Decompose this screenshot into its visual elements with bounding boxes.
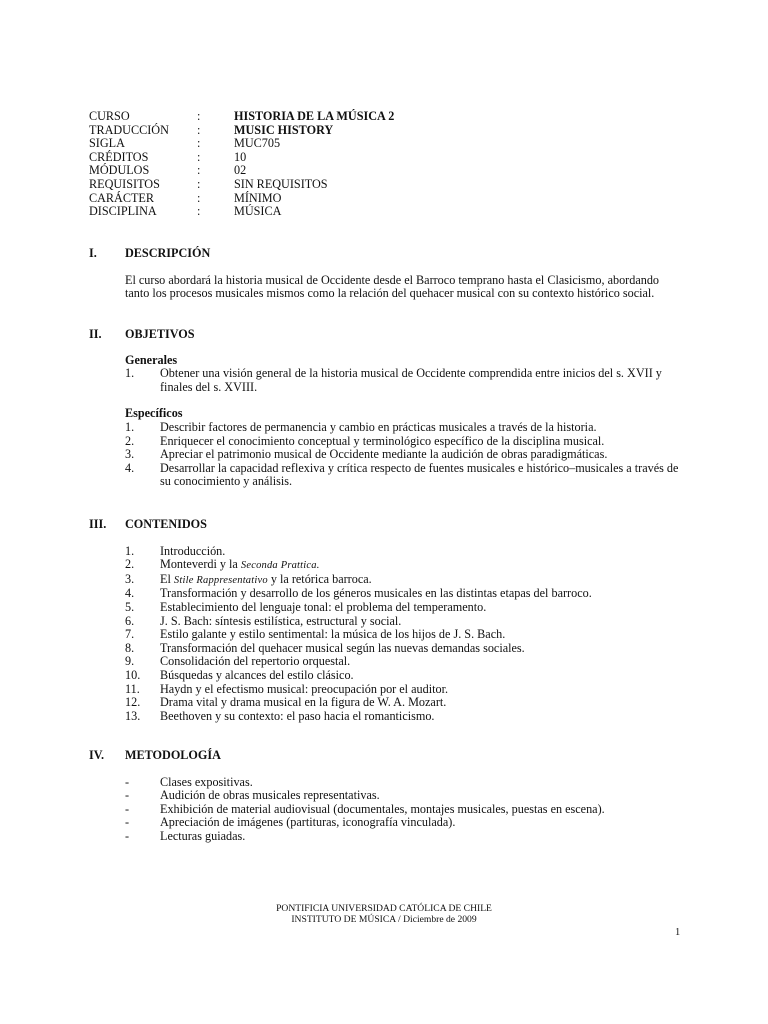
item-number: 7. xyxy=(125,627,135,642)
item-text-italic: Seconda Prattica. xyxy=(240,560,320,572)
footer-institution: PONTIFICIA UNIVERSIDAD CATÓLICA DE CHILE xyxy=(276,903,492,914)
list-item xyxy=(125,573,689,588)
info-colon: : xyxy=(197,204,201,219)
item-number: 4. xyxy=(125,586,135,601)
item-number: 3. xyxy=(125,571,135,586)
item-text: Lecturas guiadas. xyxy=(160,828,246,843)
item-text: Introducción. xyxy=(160,543,226,558)
info-row-traduccion xyxy=(89,124,394,138)
section-title: DESCRIPCIÓN xyxy=(125,246,211,260)
item-text-italic: Stile Rappresentativo xyxy=(173,574,268,586)
list-item xyxy=(125,421,689,435)
list-item xyxy=(125,830,689,844)
item-text: Transformación y desarrollo de los géneros musicales en las distintas etapas del barroco. xyxy=(160,586,592,601)
item-text: Exhibición de material audiovisual (documentales, montajes musicales, puestas en escena). xyxy=(160,801,605,816)
item-text: Audición de obras musicales representativas. xyxy=(160,788,380,803)
subheading-generales: Generales xyxy=(125,352,178,367)
item-text: Apreciar el patrimonio musical de Occidente mediante la audición de obras paradigmáticas. xyxy=(160,447,608,462)
item-text-pre: Monteverdi y la xyxy=(160,557,241,572)
info-label: CARÁCTER xyxy=(89,190,155,205)
info-colon: : xyxy=(197,176,201,191)
section-heading xyxy=(89,518,689,532)
item-text: Haydn y el efectismo musical: preocupación por el auditor. xyxy=(160,681,449,696)
section-objetivos xyxy=(89,328,689,489)
section-number: III. xyxy=(89,517,107,531)
info-row-creditos xyxy=(89,151,394,165)
list-item xyxy=(125,435,689,449)
item-number: 5. xyxy=(125,599,135,614)
item-number: 6. xyxy=(125,613,135,628)
section-number: IV. xyxy=(89,748,105,762)
item-text: Clases expositivas. xyxy=(160,774,253,789)
info-value: 10 xyxy=(234,149,247,164)
item-number: 13. xyxy=(125,708,141,723)
item-bullet: - xyxy=(125,774,130,789)
info-value: MÚSICA xyxy=(234,204,282,219)
item-text: Establecimiento del lenguaje tonal: el problema del temperamento. xyxy=(160,599,487,614)
section-metodologia xyxy=(89,749,689,844)
item-text: Obtener una visión general de la historia musical de Occidente comprendida entre inicios del s. XVII y finales del s. XVIII. xyxy=(160,366,662,394)
list-item xyxy=(125,803,689,817)
section-heading xyxy=(89,749,689,763)
item-bullet: - xyxy=(125,815,130,830)
list-item xyxy=(125,545,689,559)
info-value: HISTORIA DE LA MÚSICA 2 xyxy=(234,109,395,123)
info-label: TRADUCCIÓN xyxy=(89,122,169,137)
list-item xyxy=(125,601,689,615)
item-text: Beethoven y su contexto: el paso hacia el romanticismo. xyxy=(160,708,435,723)
item-number: 11. xyxy=(125,681,140,696)
section-number: I. xyxy=(89,246,97,260)
item-number: 10. xyxy=(125,667,141,682)
list-item xyxy=(125,628,689,642)
info-label: SIGLA xyxy=(89,136,125,151)
info-colon: : xyxy=(197,149,201,164)
item-text: Búsquedas y alcances del estilo clásico. xyxy=(160,667,354,682)
list-item xyxy=(125,669,689,683)
list-item xyxy=(125,642,689,656)
list-item xyxy=(125,710,689,724)
section-contenidos xyxy=(89,518,689,723)
page-footer xyxy=(0,903,768,925)
info-value: 02 xyxy=(234,163,247,178)
description-paragraph: El curso abordará la historia musical de Occidente desde el Barroco temprano hasta el Clasicismo, abordando tanto los procesos musicales mismos como la relación del quehacer musical con su contexto histórico social. xyxy=(125,272,660,301)
item-number: 2. xyxy=(125,433,135,448)
item-text: J. S. Bach: síntesis estilística, estructural y social. xyxy=(160,613,402,628)
list-item xyxy=(125,448,689,462)
info-value: SIN REQUISITOS xyxy=(234,176,328,191)
item-number: 1. xyxy=(125,419,135,434)
item-number: 12. xyxy=(125,695,141,710)
footer-institute-date: INSTITUTO DE MÚSICA / Diciembre de 2009 xyxy=(291,914,477,925)
info-colon: : xyxy=(197,190,201,205)
item-text xyxy=(160,558,689,573)
info-value: MÍNIMO xyxy=(234,190,282,205)
list-item xyxy=(125,683,689,697)
item-number: 3. xyxy=(125,447,135,462)
item-number: 2. xyxy=(125,557,135,572)
info-value: MUC705 xyxy=(234,136,281,151)
info-label: MÓDULOS xyxy=(89,163,150,178)
info-value: MUSIC HISTORY xyxy=(234,122,334,137)
item-text: Apreciación de imágenes (partituras, iconografía vinculada). xyxy=(160,815,456,830)
section-heading xyxy=(89,328,689,342)
list-item xyxy=(125,816,689,830)
item-text: Estilo galante y estilo sentimental: la música de los hijos de J. S. Bach. xyxy=(160,627,506,642)
section-descripcion xyxy=(89,247,689,301)
item-text-pre: El xyxy=(160,571,174,586)
list-item xyxy=(125,462,689,489)
section-title: CONTENIDOS xyxy=(125,517,207,531)
list-item xyxy=(125,587,689,601)
page-number: 1 xyxy=(675,927,681,938)
section-number: II. xyxy=(89,327,102,341)
info-colon: : xyxy=(197,109,201,123)
item-bullet: - xyxy=(125,788,130,803)
item-number: 1. xyxy=(125,543,135,558)
section-title: METODOLOGÍA xyxy=(125,748,221,762)
info-colon: : xyxy=(197,163,201,178)
item-number: 4. xyxy=(125,460,135,475)
item-text: Drama vital y drama musical en la figura de W. A. Mozart. xyxy=(160,695,447,710)
item-text: Describir factores de permanencia y cambio en prácticas musicales a través de la historia. xyxy=(160,419,597,434)
info-row-requisitos xyxy=(89,178,394,192)
item-text-post: y la retórica barroca. xyxy=(267,571,372,586)
item-text: Consolidación del repertorio orquestal. xyxy=(160,654,351,669)
item-text: Enriquecer el conocimiento conceptual y terminológico específico de la disciplina musical. xyxy=(160,433,605,448)
list-item xyxy=(125,776,689,790)
list-item xyxy=(125,655,689,669)
item-number: 9. xyxy=(125,654,135,669)
info-label: CRÉDITOS xyxy=(89,149,149,164)
item-bullet: - xyxy=(125,801,130,816)
info-label: REQUISITOS xyxy=(89,176,160,191)
info-row-curso xyxy=(89,110,394,124)
section-title: OBJETIVOS xyxy=(125,327,195,341)
section-heading xyxy=(89,247,689,261)
list-item xyxy=(125,696,689,710)
item-number: 8. xyxy=(125,640,135,655)
subheading-especificos: Específicos xyxy=(125,406,183,421)
info-label: DISCIPLINA xyxy=(89,204,157,219)
info-label: CURSO xyxy=(89,109,130,123)
info-row-disciplina xyxy=(89,205,394,219)
item-number: 1. xyxy=(125,366,135,381)
info-colon: : xyxy=(197,122,201,137)
item-text: Desarrollar la capacidad reflexiva y crítica respecto de fuentes musicales e histórico–musicales a través de su conocimiento y análisis. xyxy=(160,460,679,489)
list-item xyxy=(125,558,689,573)
item-text xyxy=(160,573,689,588)
info-row-sigla xyxy=(89,137,394,151)
item-text: Transformación del quehacer musical según las nuevas demandas sociales. xyxy=(160,640,525,655)
item-bullet: - xyxy=(125,828,130,843)
list-item xyxy=(125,615,689,629)
info-row-modulos xyxy=(89,164,394,178)
list-item xyxy=(125,789,689,803)
list-item xyxy=(125,367,689,394)
info-colon: : xyxy=(197,136,201,151)
info-row-caracter xyxy=(89,192,394,206)
course-info xyxy=(89,110,394,219)
